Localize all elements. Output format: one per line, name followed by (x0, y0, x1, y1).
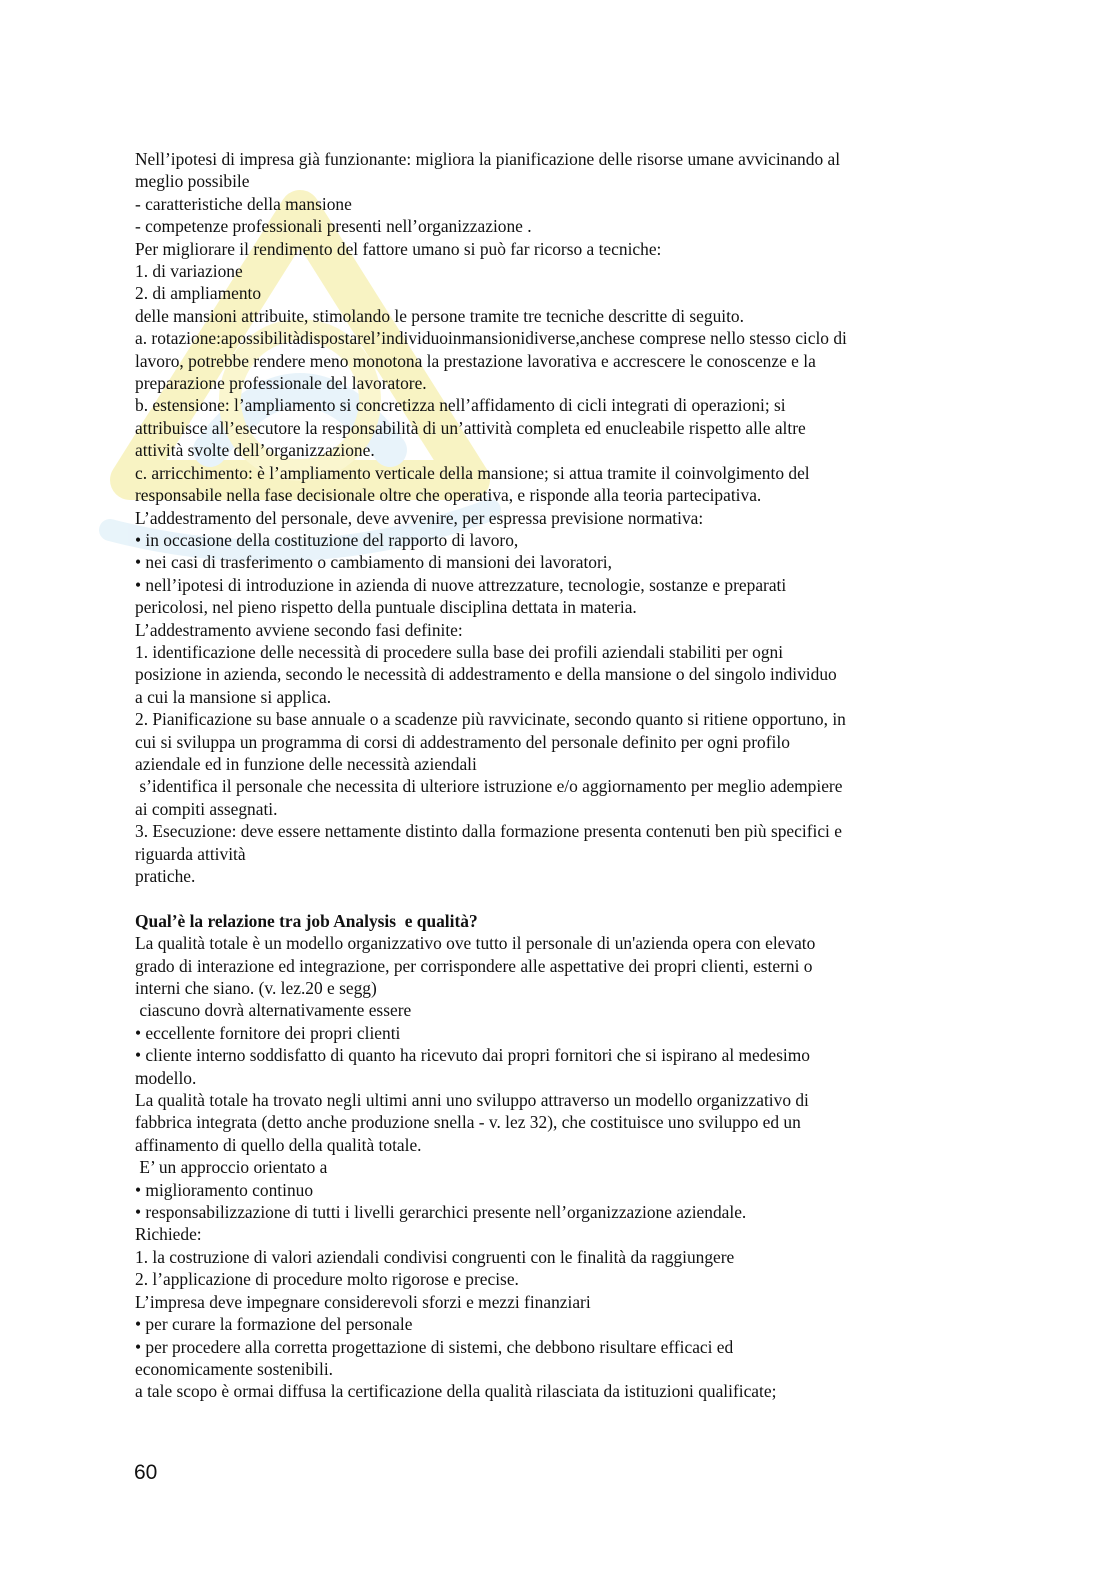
text-line: a cui la mansione si applica. (135, 686, 332, 707)
text-line: interni che siano. (v. lez.20 e segg) (135, 978, 377, 999)
text-line: ai compiti assegnati. (135, 798, 278, 819)
text-line: La qualità totale è un modello organizzativo ove tutto il personale di un'azienda opera con elevato (135, 933, 816, 954)
text-line: s’identifica il personale che necessita di ulteriore istruzione e/o aggiornamento per meglio adempiere (135, 776, 843, 797)
text-line: • cliente interno soddisfatto di quanto ha ricevuto dai propri fornitori che si ispirano al medesimo (135, 1045, 810, 1066)
text-line: pericolosi, nel pieno rispetto della puntuale disciplina dettata in materia. (135, 597, 637, 618)
text-line: modello. (135, 1067, 197, 1088)
text-line: • per procedere alla corretta progettazione di sistemi, che debbono risultare efficaci ed (135, 1336, 734, 1357)
text-line: posizione in azienda, secondo le necessità di addestramento e della mansione o del singolo individuo (135, 664, 837, 685)
text-line: aziendale ed in funzione delle necessità aziendali (135, 753, 477, 774)
document-body (135, 148, 1005, 1403)
text-line: La qualità totale ha trovato negli ultimi anni uno sviluppo attraverso un modello organizzativo di (135, 1090, 809, 1111)
text-line: 1. identificazione delle necessità di procedere sulla base dei profili aziendali stabiliti per ogni (135, 641, 784, 662)
text-line: riguarda attività (135, 843, 246, 864)
text-line: 1. di variazione (135, 261, 243, 282)
text-line: 2. l’applicazione di procedure molto rigorose e precise. (135, 1269, 519, 1290)
text-line: • nei casi di trasferimento o cambiamento di mansioni dei lavoratori, (135, 552, 612, 573)
page-number: 60 (134, 1461, 158, 1484)
text-line: Per migliorare il rendimento del fattore umano si può far ricorso a tecniche: (135, 238, 662, 259)
text-line: - competenze professionali presenti nell’organizzazione . (135, 216, 532, 237)
text-line: preparazione professionale del lavoratore. (135, 373, 427, 394)
text-line: attività svolte dell’organizzazione. (135, 440, 375, 461)
text-line: ciascuno dovrà alternativamente essere (135, 1000, 412, 1021)
text-line: L’addestramento del personale, deve avvenire, per espressa previsione normativa: (135, 507, 704, 528)
blank-line (135, 887, 1005, 909)
text-line: • per curare la formazione del personale (135, 1314, 413, 1335)
text-line: delle mansioni attribuite, stimolando le persone tramite tre tecniche descritte di seguito. (135, 305, 744, 326)
text-line: c. arricchimento: è l’ampliamento verticale della mansione; si attua tramite il coinvolgimento del (135, 462, 810, 483)
text-line: E’ un approccio orientato a (135, 1157, 328, 1178)
section-heading: Qual’è la relazione tra job Analysis e qualità? (135, 910, 478, 931)
text-line: responsabile nella fase decisionale oltre che operativa, e risponde alla teoria partecipativa. (135, 485, 762, 506)
text-line: • miglioramento continuo (135, 1179, 314, 1200)
text-line: pratiche. (135, 866, 196, 886)
text-line: 2. di ampliamento (135, 283, 262, 304)
text-line: attribuisce all’esecutore la responsabilità di un’attività completa ed enucleabile rispetto alle altre (135, 417, 806, 438)
text-line: Richiede: (135, 1224, 202, 1245)
text-line: a. rotazione:apossibilitàdispostarel’individuoinmansionidiverse,anchese comprese nello stesso ciclo di (135, 328, 847, 349)
text-line: lavoro, potrebbe rendere meno monotona la prestazione lavorativa e accrescere le conoscenze e la (135, 350, 816, 371)
text-line: • in occasione della costituzione del rapporto di lavoro, (135, 529, 519, 550)
text-line: L’addestramento avviene secondo fasi definite: (135, 619, 463, 640)
text-line: • eccellente fornitore dei propri clienti (135, 1022, 401, 1043)
text-line: meglio possibile (135, 171, 250, 192)
text-line: fabbrica integrata (detto anche produzione snella - v. lez 32), che costituisce uno sviluppo ed un (135, 1112, 801, 1133)
text-line: Nell’ipotesi di impresa già funzionante: migliora la pianificazione delle risorse umane avvicinando al (135, 149, 841, 169)
text-line: cui si sviluppa un programma di corsi di addestramento del personale definito per ogni profilo (135, 731, 790, 752)
text-line: economicamente sostenibili. (135, 1358, 334, 1379)
text-line: grado di interazione ed integrazione, per corrispondere alle aspettative dei propri clienti, esterni o (135, 955, 813, 976)
text-line: a tale scopo è ormai diffusa la certificazione della qualità rilasciata da istituzioni qualificate; (135, 1381, 777, 1402)
text-line: b. estensione: l’ampliamento si concretizza nell’affidamento di cicli integrati di operazioni; si (135, 395, 786, 416)
text-line: L’impresa deve impegnare considerevoli sforzi e mezzi finanziari (135, 1291, 591, 1312)
text-line: 3. Esecuzione: deve essere nettamente distinto dalla formazione presenta contenuti ben più specifici e (135, 821, 842, 842)
text-line: - caratteristiche della mansione (135, 193, 352, 214)
text-line: 1. la costruzione di valori aziendali condivisi congruenti con le finalità da raggiungere (135, 1246, 735, 1267)
text-line: • nell’ipotesi di introduzione in azienda di nuove attrezzature, tecnologie, sostanze e preparati (135, 574, 787, 595)
text-line: 2. Pianificazione su base annuale o a scadenze più ravvicinate, secondo quanto si ritiene opportuno, in (135, 709, 846, 730)
text-line: affinamento di quello della qualità totale. (135, 1134, 422, 1155)
text-line: • responsabilizzazione di tutti i livelli gerarchici presente nell’organizzazione aziendale. (135, 1202, 747, 1223)
